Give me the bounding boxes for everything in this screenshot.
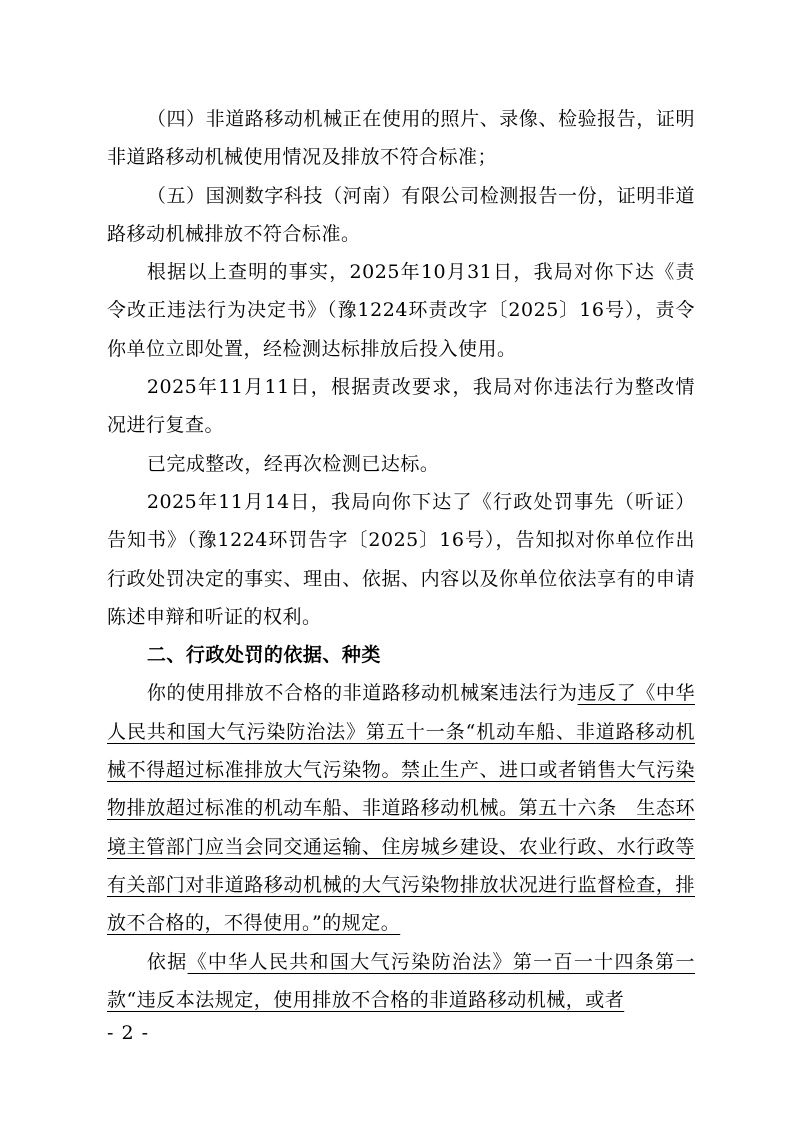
body-text xyxy=(107,100,695,1019)
review-paragraph: 2025年11月11日，根据责改要求，我局对你违法行为整改情况进行复查。 xyxy=(107,376,695,437)
evidence-item-5: （五）国测数字科技（河南）有限公司检测报告一份，证明非道路移动机械排放不符合标准。 xyxy=(107,184,695,245)
evidence-item-4: （四）非道路移动机械正在使用的照片、录像、检验报告，证明非道路移动机械使用情况及排放不符合标准； xyxy=(107,108,695,169)
basis-law-citation: 《中华人民共和国大气污染防治法》第一百一十四条第一款“违反本法规定，使用排放不合格的非道路移动机械，或者 xyxy=(107,950,695,1011)
hearing-notice-paragraph: 2025年11月14日，我局向你下达了《行政处罚事先（听证）告知书》（豫1224环罚告字〔2025〕16号），告知拟对你单位作出行政处罚决定的事实、理由、依据、内容以及你单位依法享有的申请陈述申辩和听证的权利。 xyxy=(107,490,695,628)
rectification-complete-paragraph: 已完成整改，经再次检测已达标。 xyxy=(146,452,440,475)
violation-paragraph xyxy=(107,674,695,942)
section-heading: 二、行政处罚的依据、种类 xyxy=(146,644,381,667)
rectification-order-paragraph: 根据以上查明的事实，2025年10月31日，我局对你下达《责令改正违法行为决定书》（豫1224环责改字〔2025〕16号），责令你单位立即处置，经检测达标排放后投入使用。 xyxy=(107,261,695,360)
penalty-basis-paragraph xyxy=(107,943,695,1020)
violation-text: 你的使用排放不合格的非道路移动机械案违法行为 xyxy=(146,682,578,705)
violation-law-citation: 违反了《中华人民共和国大气污染防治法》第五十一条“机动车船、非道路移动机械不得超过标准排放大气污染物。禁止生产、进口或者销售大气污染物排放超过标准的机动车船、非道路移动机械。第五十六条 生态环境主管部门应当会同交通运输、住房城乡建设、农业行政、水行政等有关部门对非道路移动机械的大气污染物排放状况进行监督检查，排放不合格的，不得使用。”的规定。 xyxy=(107,682,695,935)
basis-text: 依据 xyxy=(146,950,188,973)
page-number: - 2 - xyxy=(107,1022,150,1044)
